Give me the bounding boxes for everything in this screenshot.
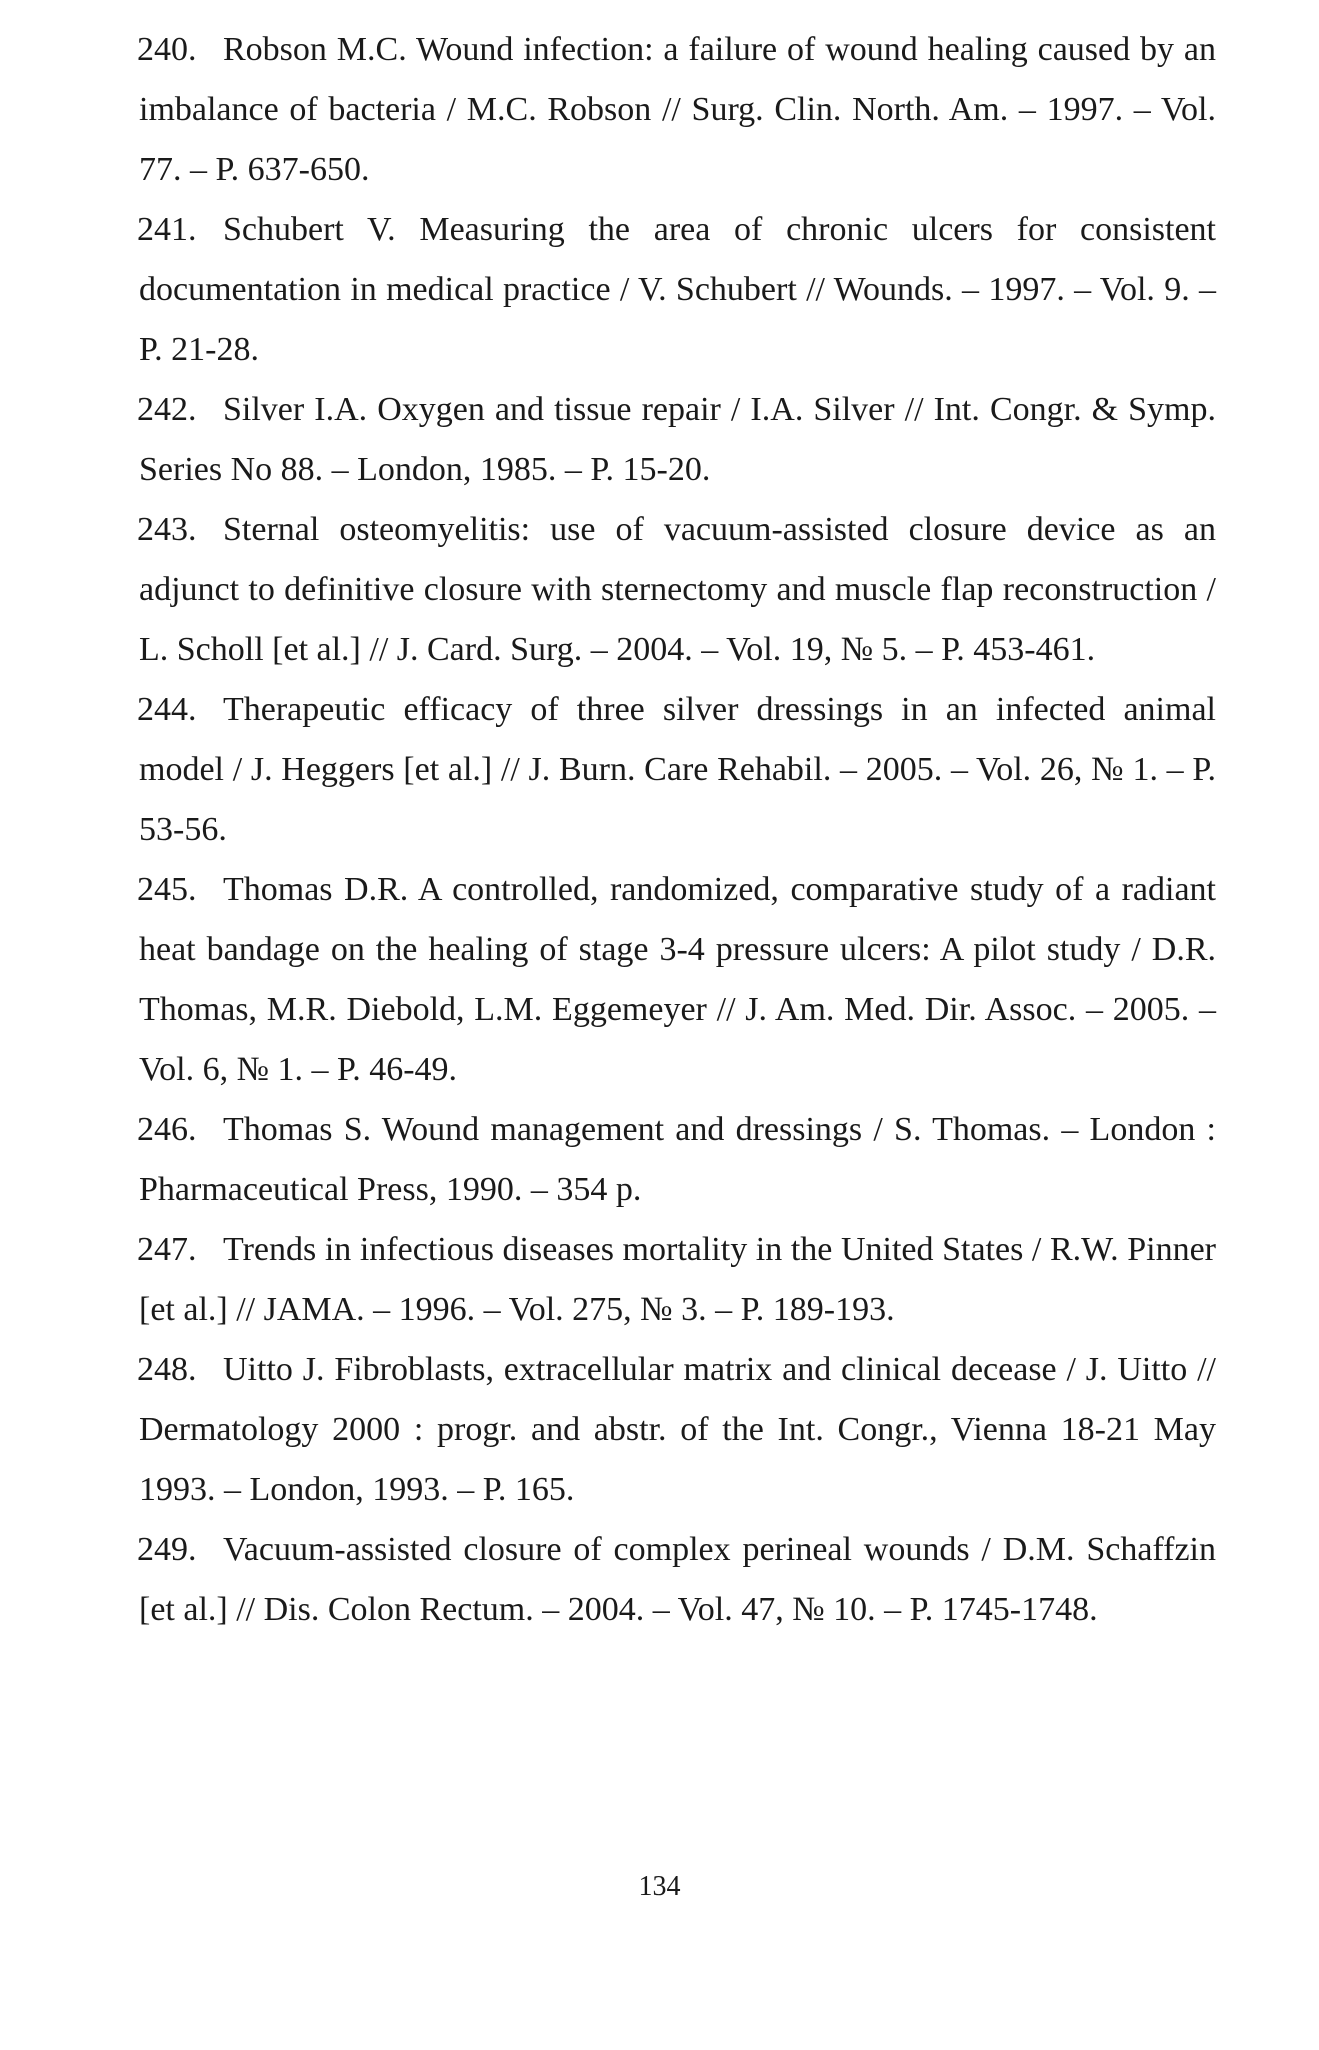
reference-item	[139, 380, 1216, 500]
reference-item	[139, 1100, 1216, 1220]
reference-number: 245.	[137, 871, 197, 908]
reference-item	[139, 1520, 1216, 1640]
reference-text: Sternal osteomyelitis: use of vacuum-assisted closure device as an adjunct to definitive closure with sternectomy and muscle flap reconstruction / L. Scholl [et al.] // J. Card. Surg. – 2004. – Vol. 19, № 5. – P. 453-461.	[139, 511, 1216, 668]
reference-number: 240.	[137, 31, 197, 68]
reference-text: Schubert V. Measuring the area of chronic ulcers for consistent documentation in medical practice / V. Schubert // Wounds. – 1997. – Vol. 9. – P. 21-28.	[139, 211, 1216, 368]
reference-item	[139, 860, 1216, 1100]
reference-item	[139, 1220, 1216, 1340]
reference-number: 247.	[137, 1231, 197, 1268]
reference-item	[139, 1340, 1216, 1520]
reference-number: 244.	[137, 691, 197, 728]
reference-item	[139, 20, 1216, 200]
reference-number: 248.	[137, 1351, 197, 1388]
reference-text: Robson M.C. Wound infection: a failure of wound healing caused by an imbalance of bacteria / M.C. Robson // Surg. Clin. North. Am. – 1997. – Vol. 77. – P. 637-650.	[139, 31, 1216, 188]
reference-text: Trends in infectious diseases mortality in the United States / R.W. Pinner [et al.] // JAMA. – 1996. – Vol. 275, № 3. – P. 189-193.	[139, 1231, 1216, 1328]
reference-item	[139, 200, 1216, 380]
reference-item	[139, 680, 1216, 860]
reference-number: 242.	[137, 391, 197, 428]
reference-text: Therapeutic efficacy of three silver dressings in an infected animal model / J. Heggers [et al.] // J. Burn. Care Rehabil. – 2005. – Vol. 26, № 1. – P. 53-56.	[139, 691, 1216, 848]
reference-number: 241.	[137, 211, 197, 248]
page-number: 134	[638, 1871, 681, 1902]
reference-list	[139, 20, 1216, 1640]
reference-text: Silver I.A. Oxygen and tissue repair / I.A. Silver // Int. Congr. & Symp. Series No 88. – London, 1985. – P. 15-20.	[139, 391, 1216, 488]
reference-text: Thomas S. Wound management and dressings / S. Thomas. – London : Pharmaceutical Press, 1990. – 354 p.	[139, 1111, 1216, 1208]
reference-number: 249.	[137, 1531, 197, 1568]
reference-number: 246.	[137, 1111, 197, 1148]
reference-number: 243.	[137, 511, 197, 548]
reference-text: Vacuum-assisted closure of complex perineal wounds / D.M. Schaffzin [et al.] // Dis. Colon Rectum. – 2004. – Vol. 47, № 10. – P. 1745-1748.	[139, 1531, 1216, 1628]
reference-text: Uitto J. Fibroblasts, extracellular matrix and clinical decease / J. Uitto // Dermatology 2000 : progr. and abstr. of the Int. Congr., Vienna 18-21 May 1993. – London, 1993. – P. 165.	[139, 1351, 1216, 1508]
reference-item	[139, 500, 1216, 680]
reference-text: Thomas D.R. A controlled, randomized, comparative study of a radiant heat bandage on the healing of stage 3-4 pressure ulcers: A pilot study / D.R. Thomas, M.R. Diebold, L.M. Eggemeyer // J. Am. Med. Dir. Assoc. – 2005. – Vol. 6, № 1. – P. 46-49.	[139, 871, 1216, 1088]
